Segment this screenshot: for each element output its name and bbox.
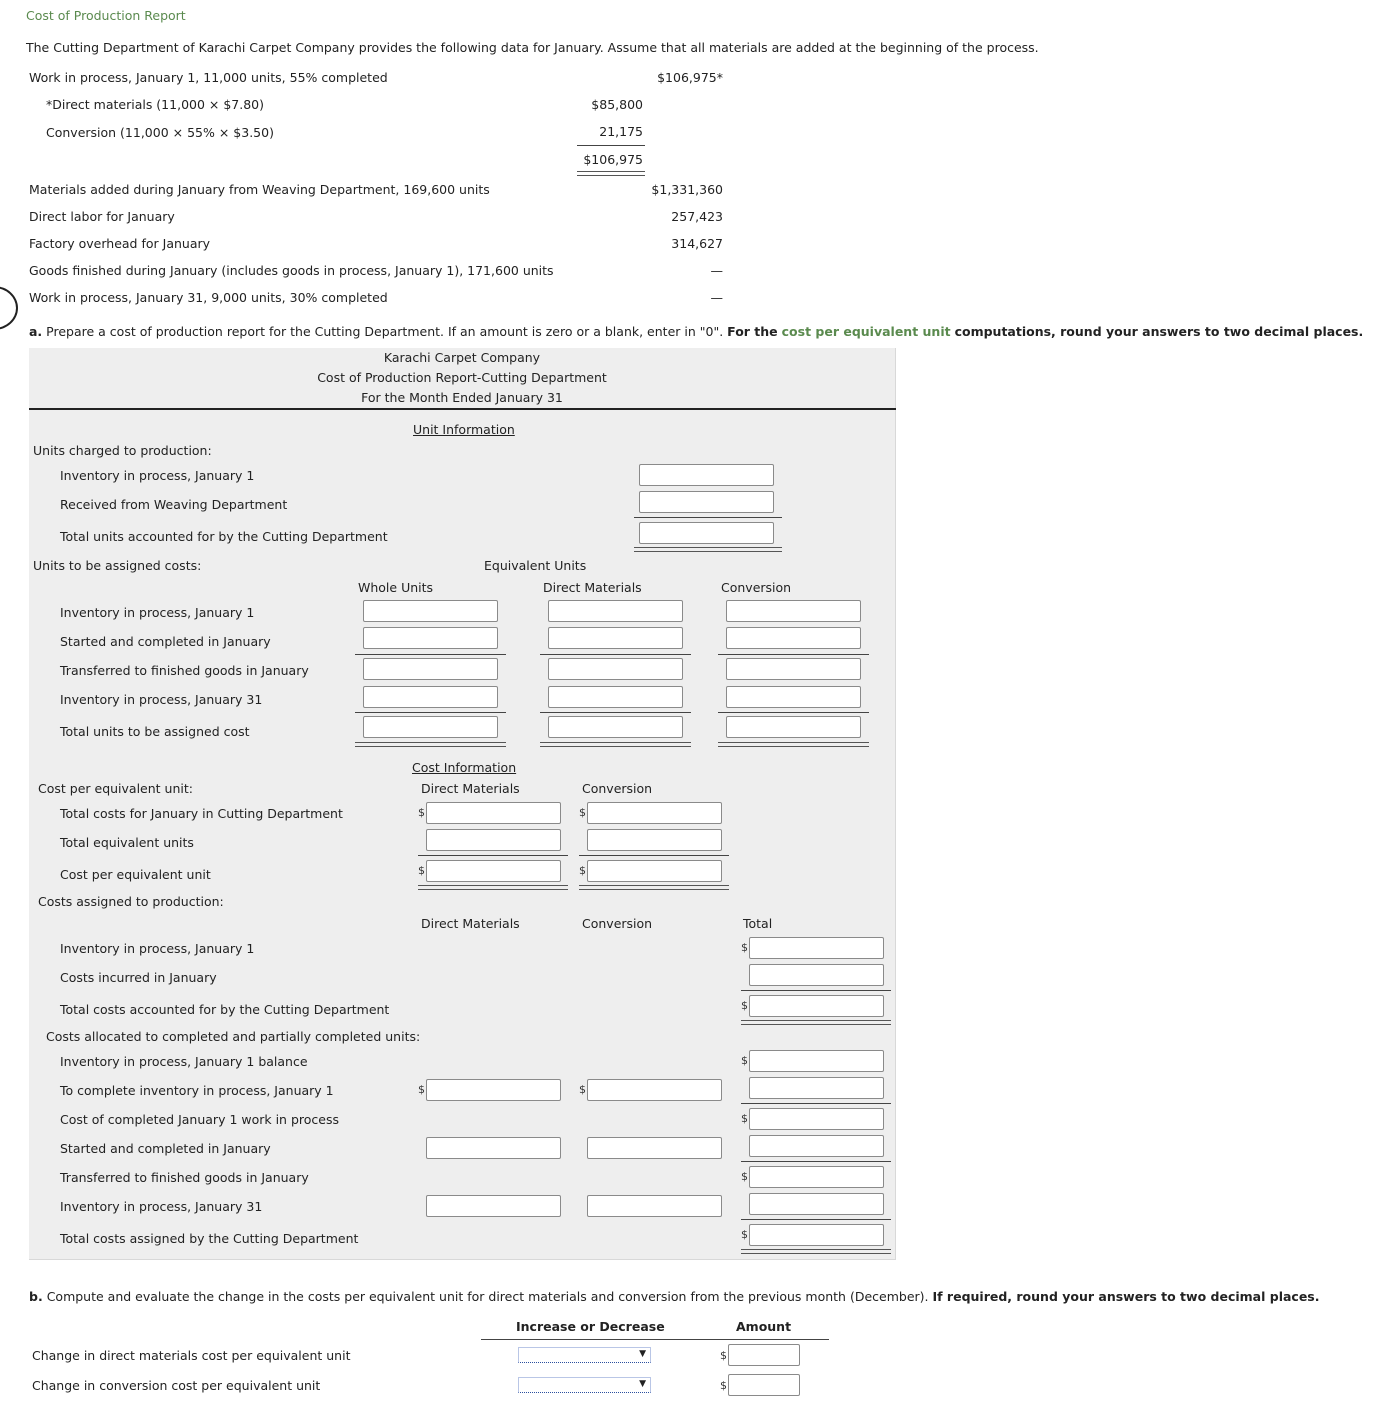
units-assigned-label: Units to be assigned costs: [33,558,202,573]
eu-conv-inv-jan31-input[interactable] [726,686,861,708]
inv-jan1-label: Inventory in process, January 1 [60,468,255,483]
dollar-sign: $ [720,1349,727,1362]
eu-dm-double-rule [540,742,691,747]
total-to-complete-input[interactable] [749,1077,884,1099]
units-inv-jan1-input[interactable] [639,464,774,486]
total-costs-accounted-label: Total costs accounted for by the Cutting Department [60,1002,390,1017]
part-a-bold-lead: For the [727,324,778,339]
eu-dm-rule-1 [540,654,691,655]
materials-added-amount: $1,331,360 [651,182,723,197]
inc-dec-heading: Increase or Decrease [516,1319,665,1334]
units-received-input[interactable] [639,491,774,513]
change-conv-label: Change in conversion cost per equivalent unit [32,1378,321,1393]
dollar-sign: $ [579,806,586,819]
dollar-sign: $ [418,806,425,819]
chevron-down-icon: ▼ [639,1379,646,1389]
materials-added-label: Materials added during January from Weaving Department, 169,600 units [29,182,490,197]
ci-conv-rule [579,855,729,856]
whole-inv-jan1-input[interactable] [363,600,498,622]
total-cost-completed-input[interactable] [749,1108,884,1130]
cost-per-eu-row-label: Cost per equivalent unit [60,867,211,882]
costs-assigned-label: Costs assigned to production: [38,894,224,909]
whole-transferred-input[interactable] [363,658,498,680]
unit-info-heading: Unit Information [413,422,515,437]
dollar-sign: $ [741,1112,748,1125]
ci-dm-rule [418,855,568,856]
report-company: Karachi Carpet Company [383,350,541,365]
eu-dm-inv-jan31-input[interactable] [548,686,683,708]
subtotal-double-rule [577,171,645,176]
eu-dm-rule-2 [540,712,691,713]
subtotal-amount: $106,975 [583,152,643,167]
ca-conv-to-complete-input[interactable] [587,1079,722,1101]
ca-dm-started-input[interactable] [426,1137,561,1159]
wip-jan31-label: Work in process, January 31, 9,000 units, 30% completed [29,290,388,305]
dm-label: *Direct materials (11,000 × $7.80) [46,97,265,112]
eu-dm-inv-jan1-input[interactable] [548,600,683,622]
dollar-sign: $ [418,1083,425,1096]
costs-incurred-label: Costs incurred in January [60,970,217,985]
total-started-completed-input[interactable] [749,1135,884,1157]
ci-conv-double-rule [579,885,729,890]
inv-jan1-balance-label: Inventory in process, January 1 balance [60,1054,308,1069]
total-transferred-input[interactable] [749,1166,884,1188]
to-complete-label: To complete inventory in process, January 1 [60,1083,334,1098]
ca-inv-jan31-label: Inventory in process, January 31 [60,1199,263,1214]
ci-conv-cost-per-eu-input[interactable] [587,860,722,882]
ca-conv-inv-jan31-input[interactable] [587,1195,722,1217]
total-inv-jan1-input[interactable] [749,937,884,959]
dollar-sign: $ [720,1379,727,1392]
cost-completed-label: Cost of completed January 1 work in process [60,1112,339,1127]
whole-rule-1 [355,654,506,655]
wip-jan1-label: Work in process, January 1, 11,000 units, 55% completed [29,70,388,85]
whole-rule-2 [355,712,506,713]
dollar-sign: $ [579,1083,586,1096]
goods-finished-label: Goods finished during January (includes goods in process, January 1), 171,600 units [29,263,554,278]
eu-inv-jan31-label: Inventory in process, January 31 [60,692,263,707]
total-costs-accounted-input[interactable] [749,995,884,1017]
ci-dm-total-costs-input[interactable] [426,802,561,824]
total-rule-1 [741,990,891,991]
part-a-instruction [29,324,1363,339]
report-title: Cost of Production Report-Cutting Department [317,370,607,385]
total-costs-incurred-input[interactable] [749,964,884,986]
whole-total-input[interactable] [363,716,498,738]
ci-dm-cost-per-eu-input[interactable] [426,860,561,882]
dollar-sign: $ [418,864,425,877]
eu-inv-jan1-label: Inventory in process, January 1 [60,605,255,620]
cursor-circle [0,286,18,330]
intro-text: The Cutting Department of Karachi Carpet Company provides the following data for January. Assume that all materials are added at the beginning of the process. [26,40,1039,55]
wip-jan31-amount: — [710,290,723,305]
ca-dm-heading: Direct Materials [421,916,520,931]
total-rule-2 [741,1103,891,1104]
part-a-prefix: a. [29,324,43,339]
eu-conv-started-input[interactable] [726,627,861,649]
eu-conv-rule-1 [718,654,869,655]
total-inv-jan1-balance-input[interactable] [749,1050,884,1072]
eu-started-completed-label: Started and completed in January [60,634,271,649]
amount-heading: Amount [736,1319,792,1334]
ca-started-completed-label: Started and completed in January [60,1141,271,1156]
units-charged-label: Units charged to production: [33,443,212,458]
wip-jan1-amount: $106,975* [657,70,723,85]
factory-overhead-amount: 314,627 [671,236,723,251]
page-title: Cost of Production Report [26,8,186,23]
factory-overhead-label: Factory overhead for January [29,236,211,251]
ca-total-heading: Total [743,916,773,931]
whole-double-rule [355,742,506,747]
received-label: Received from Weaving Department [60,497,288,512]
ci-dm-heading: Direct Materials [421,781,520,796]
ca-inv-jan1-label: Inventory in process, January 1 [60,941,255,956]
units-total-rule [634,517,782,518]
chevron-down-icon: ▼ [639,1349,646,1359]
units-total-accounted-input[interactable] [639,522,774,544]
cost-info-heading: Cost Information [412,760,517,775]
dollar-sign: $ [741,941,748,954]
ci-conv-total-costs-input[interactable] [587,802,722,824]
part-b-prefix: b. [29,1289,43,1304]
change-conv-select[interactable] [518,1377,651,1393]
ca-dm-to-complete-input[interactable] [426,1079,561,1101]
part-b-text: Compute and evaluate the change in the costs per equivalent unit for direct materials and conversion from the previous month (December). [46,1289,929,1304]
costs-allocated-label: Costs allocated to completed and partially completed units: [46,1029,421,1044]
eu-conv-inv-jan1-input[interactable] [726,600,861,622]
total-inv-jan31-input[interactable] [749,1193,884,1215]
eu-dm-started-input[interactable] [548,627,683,649]
dollar-sign: $ [741,1054,748,1067]
whole-started-input[interactable] [363,627,498,649]
eu-conv-rule-2 [718,712,869,713]
eu-total-label: Total units to be assigned cost [60,724,250,739]
change-dm-label: Change in direct materials cost per equivalent unit [32,1348,351,1363]
conversion-amount: 21,175 [599,124,643,139]
subtotal-rule [577,145,645,146]
total-costs-assigned-label: Total costs assigned by the Cutting Department [60,1231,359,1246]
eu-dm-total-input[interactable] [548,716,683,738]
direct-labor-label: Direct labor for January [29,209,175,224]
ci-conv-total-eu-input[interactable] [587,829,722,851]
total-costs-jan-label: Total costs for January in Cutting Department [60,806,343,821]
cost-per-eu-label: Cost per equivalent unit: [38,781,193,796]
dm-amount: $85,800 [591,97,643,112]
cost-per-eu-link[interactable]: cost per equivalent unit [781,324,951,339]
part-b-instruction [29,1289,1319,1304]
total-double-rule-2 [741,1249,891,1254]
ca-dm-inv-jan31-input[interactable] [426,1195,561,1217]
report-header-rule [29,408,896,410]
eu-conv-double-rule [718,742,869,747]
part-b-bold: If required, round your answers to two decimal places. [932,1289,1320,1304]
change-dm-select[interactable] [518,1347,651,1363]
dollar-sign: $ [579,864,586,877]
ci-dm-total-eu-input[interactable] [426,829,561,851]
eu-conv-total-input[interactable] [726,716,861,738]
equiv-units-heading: Equivalent Units [484,558,587,573]
part-a-text: Prepare a cost of production report for the Cutting Department. If an amount is zero or a blank, enter in "0". [46,324,724,339]
ci-dm-double-rule [418,885,568,890]
goods-finished-amount: — [710,263,723,278]
dollar-sign: $ [741,999,748,1012]
change-dm-amount-input[interactable] [728,1344,800,1366]
units-total-double-rule [634,547,782,552]
report-period: For the Month Ended January 31 [361,390,563,405]
whole-units-heading: Whole Units [358,580,434,595]
dollar-sign: $ [741,1228,748,1241]
eu-transferred-label: Transferred to finished goods in January [60,663,309,678]
eu-conversion-heading: Conversion [721,580,792,595]
ca-conv-started-input[interactable] [587,1137,722,1159]
ci-conversion-heading: Conversion [582,781,653,796]
total-costs-assigned-input[interactable] [749,1224,884,1246]
dollar-sign: $ [741,1170,748,1183]
ca-conversion-heading: Conversion [582,916,653,931]
total-rule-3 [741,1161,891,1162]
total-eu-label: Total equivalent units [60,835,194,850]
total-double-rule-1 [741,1020,891,1025]
change-conv-amount-input[interactable] [728,1374,800,1396]
eu-dm-transferred-input[interactable] [548,658,683,680]
conversion-label: Conversion (11,000 × 55% × $3.50) [46,125,274,140]
eu-dm-heading: Direct Materials [543,580,642,595]
part-a-bold-tail: computations, round your answers to two decimal places. [954,324,1364,339]
part-b-header-rule [481,1339,829,1340]
eu-conv-transferred-input[interactable] [726,658,861,680]
whole-inv-jan31-input[interactable] [363,686,498,708]
total-units-accounted-label: Total units accounted for by the Cutting Department [60,529,388,544]
direct-labor-amount: 257,423 [671,209,723,224]
total-rule-4 [741,1219,891,1220]
ca-transferred-label: Transferred to finished goods in January [60,1170,309,1185]
